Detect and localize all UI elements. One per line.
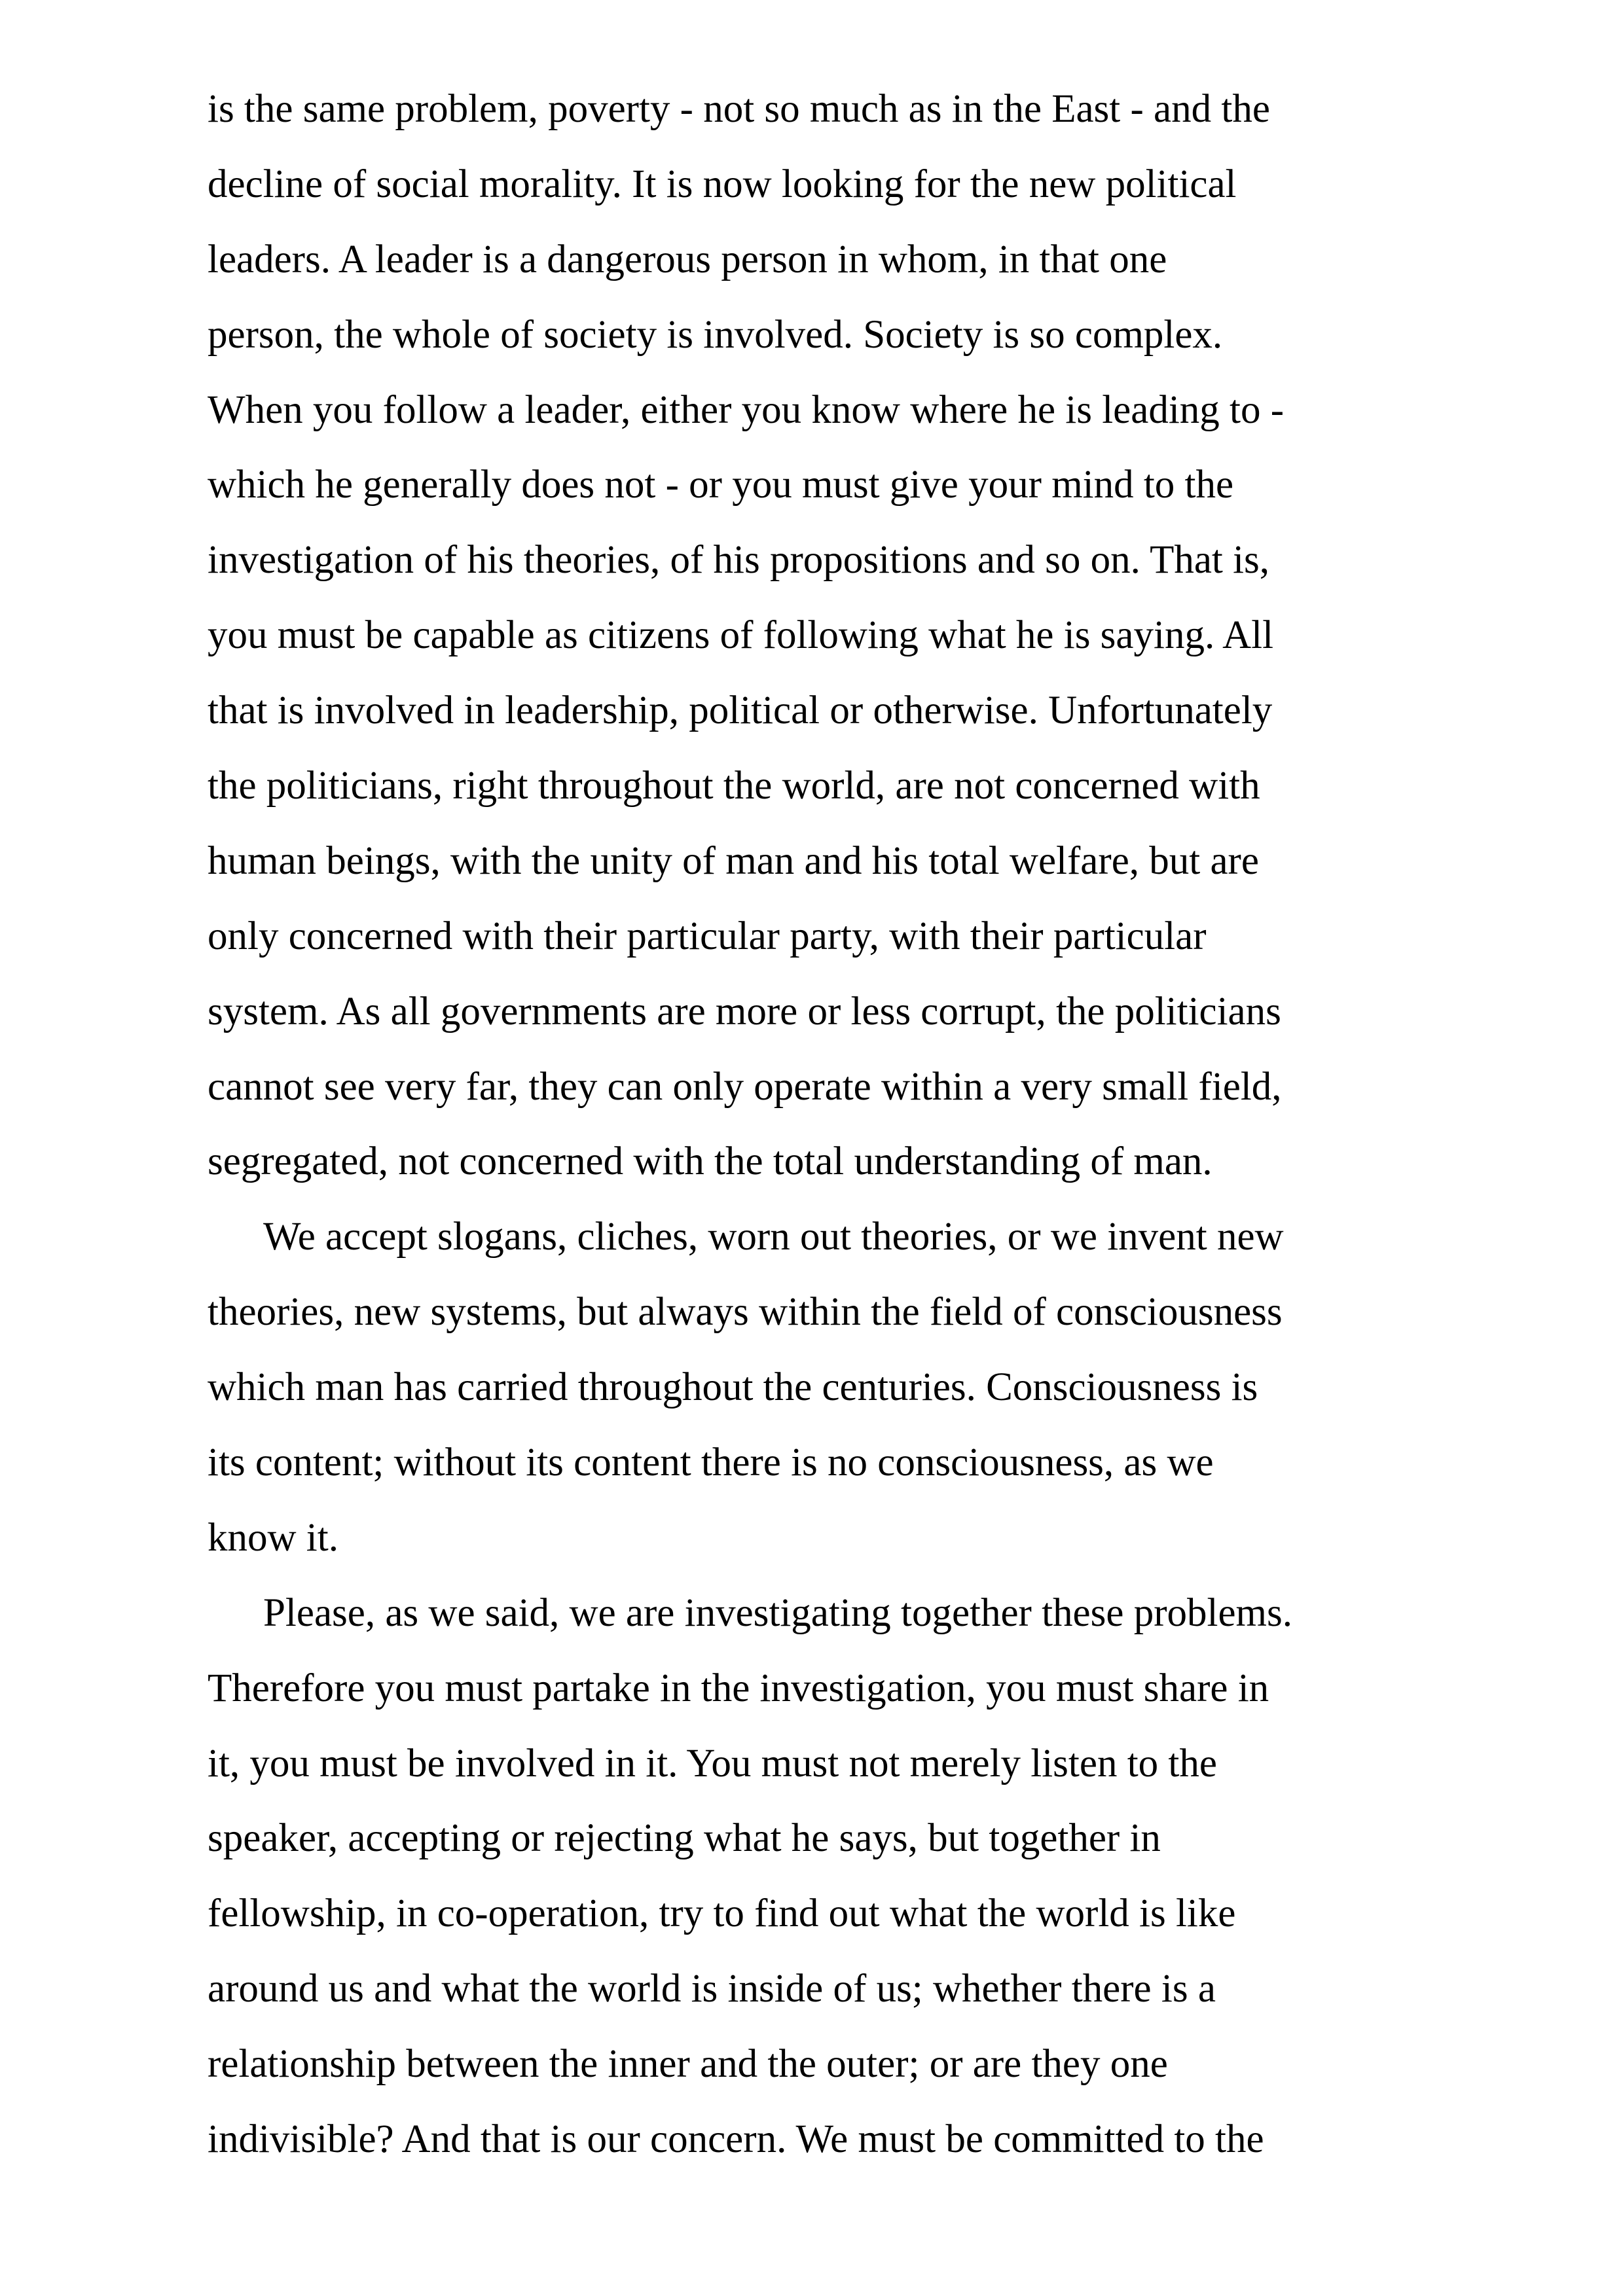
text-line: it, you must be involved in it. You must not merely listen to the (208, 1741, 1217, 1785)
text-line: human beings, with the unity of man and his total welfare, but are (208, 838, 1259, 883)
body-text (208, 72, 1451, 2178)
text-line: you must be capable as citizens of following what he is saying. All (208, 613, 1274, 658)
text-line: theories, new systems, but always within the field of consciousness (208, 1290, 1283, 1335)
paragraph-first-line: Please, as we said, we are investigating together these problems. (263, 1590, 1292, 1635)
text-line: investigation of his theories, of his propositions and so on. That is, (208, 538, 1270, 583)
text-line: around us and what the world is inside of us; whether there is a (208, 1967, 1216, 2011)
text-line: indivisible? And that is our concern. We must be committed to the (208, 2117, 1264, 2162)
paragraph-first-line: We accept slogans, cliches, worn out theories, or we invent new (263, 1215, 1284, 1259)
text-line: leaders. A leader is a dangerous person in whom, in that one (208, 237, 1167, 281)
text-line: which he generally does not - or you must give your mind to the (208, 463, 1234, 507)
text-line: person, the whole of society is involved. Society is so complex. (208, 312, 1223, 357)
text-line: cannot see very far, they can only operate within a very small field, (208, 1064, 1282, 1109)
text-line: which man has carried throughout the centuries. Consciousness is (208, 1365, 1258, 1410)
text-line: the politicians, right throughout the world, are not concerned with (208, 764, 1260, 808)
text-line: fellowship, in co-operation, try to find out what the world is like (208, 1892, 1236, 1936)
text-line: relationship between the inner and the outer; or are they one (208, 2042, 1168, 2087)
text-line: system. As all governments are more or less corrupt, the politicians (208, 989, 1281, 1033)
text-line: When you follow a leader, either you know where he is leading to - (208, 387, 1285, 432)
text-line: its content; without its content there is no consciousness, as we (208, 1441, 1214, 1485)
text-line: is the same problem, poverty - not so much as in the East - and the (208, 87, 1270, 131)
text-line: segregated, not concerned with the total understanding of man. (208, 1139, 1213, 1184)
text-line: only concerned with their particular party, with their particular (208, 914, 1207, 958)
text-line: Therefore you must partake in the investigation, you must share in (208, 1666, 1269, 1710)
text-line: speaker, accepting or rejecting what he says, but together in (208, 1816, 1161, 1861)
text-line: that is involved in leadership, political or otherwise. Unfortunately (208, 689, 1273, 733)
text-line: know it. (208, 1515, 338, 1560)
text-line: decline of social morality. It is now looking for the new political (208, 162, 1237, 206)
